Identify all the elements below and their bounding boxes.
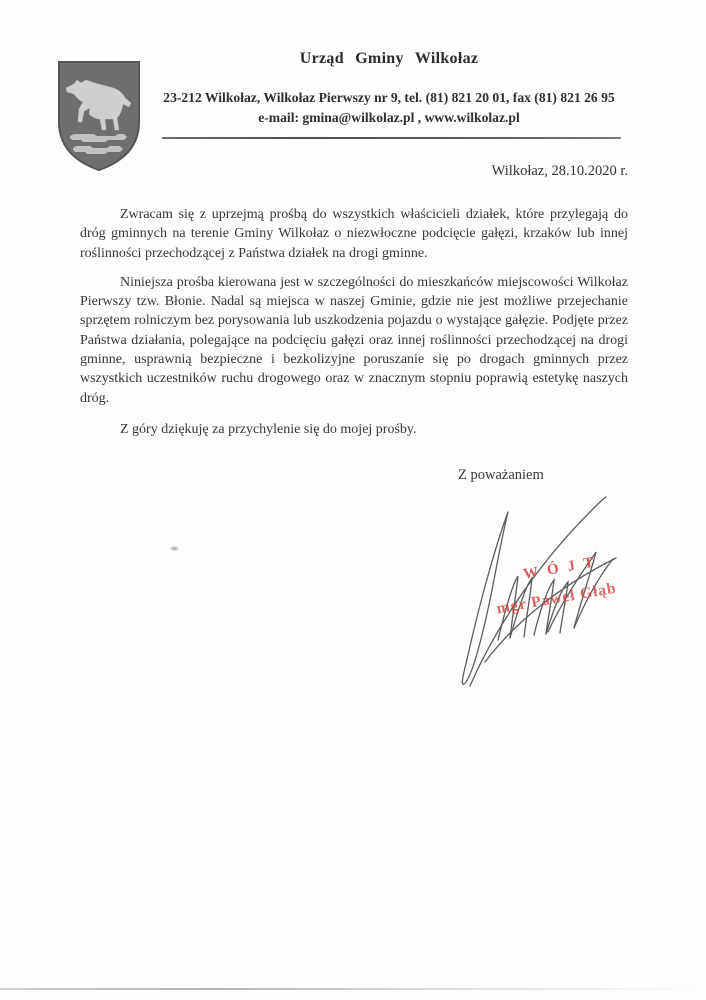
coat-of-arms-icon [56,60,142,172]
letter-body [80,205,628,449]
paragraph: Niniejsza prośba kierowana jest w szczególności do mieszkańców miejscowości Wilkołaz Pierwszy tzw. Błonie. Nadal są miejsca w naszej Gminie, gdzie nie jest możliwe przejechanie sprzętem rolniczym bez porysowania lub uszkodzenia pojazdu o wystające gałęzie. Podjęte przez Państwa działania, polegające na podcięciu gałęzi oraz innej roślinności przechodzącej na drogi gminne, usprawnią bezpieczne i bezkolizyjne poruszanie się po drogach gminnych przez wszystkich uczestników ruchu drogowego oraz w znacznym stopniu poprawią estetykę naszych dróg. [80,274,628,406]
date-line: Wilkołaz, 28.10.2020 r. [491,163,628,179]
valediction: Z poważaniem [458,467,544,483]
office-email-web: e-mail: gmina@wilkolaz.pl , www.wilkolaz.pl [258,110,520,125]
scan-edge-line [0,988,706,990]
scan-smudge [170,546,179,551]
office-name: Urząd Gminy Wilkołaz [299,50,479,67]
header-divider [162,137,621,139]
stamp-name: mgr Paweł Głąb [495,579,618,618]
paragraph: Zwracam się z uprzejmą prośbą do wszystkich właścicieli działek, które przylegają do dróg gminnych na terenie Gminy Wilkołaz o niezwłoczne podcięcie gałęzi, krzaków lub innej roślinności przechodzącej z Państwa działek na drogi gminne. [80,207,628,261]
letterhead [148,50,630,128]
paragraph: Z góry dziękuję za przychylenie się do mojej prośby. [120,421,417,437]
signature-block [430,490,685,695]
stamp-title: WÓJT [522,553,604,583]
office-address: 23-212 Wilkołaz, Wilkołaz Pierwszy nr 9, tel. (81) 821 20 01, fax (81) 821 26 95 [163,90,615,105]
